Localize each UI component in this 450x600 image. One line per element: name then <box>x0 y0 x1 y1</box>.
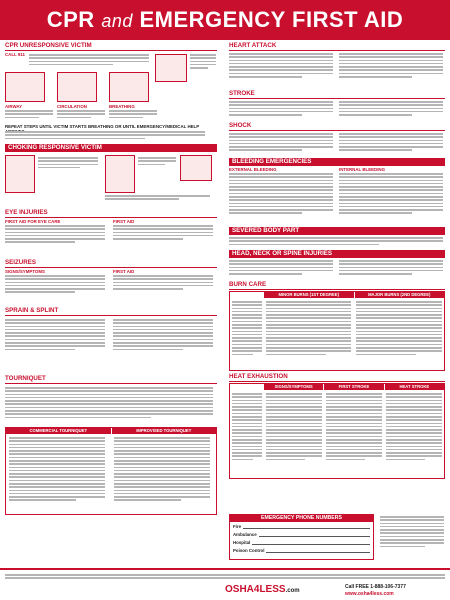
heart-attack-heading: HEART ATTACK <box>229 42 445 51</box>
choking-illustration-3 <box>180 155 212 181</box>
circulation-label: CIRCULATION <box>57 104 87 109</box>
circulation-illustration <box>57 72 97 102</box>
bleeding-heading: BLEEDING EMERGENCIES <box>229 158 445 166</box>
emergency-row-ambulance[interactable]: Ambulance <box>230 530 373 538</box>
cpr-sidebar-text <box>190 54 216 70</box>
tourniquet-table <box>5 427 217 515</box>
title-main: EMERGENCY FIRST AID <box>139 7 404 32</box>
breathing-illustration <box>109 72 149 102</box>
sprain-block <box>5 317 217 375</box>
emergency-numbers-title: EMERGENCY PHONE NUMBERS <box>230 515 373 522</box>
sprain-heading: SPRAIN & SPLINT <box>5 307 217 316</box>
emergency-row-hospital[interactable]: Hospital <box>230 538 373 546</box>
heat-col-3: HEAT STROKE <box>385 384 444 390</box>
minor-burns-header: MINOR BURNS (1ST DEGREE) <box>264 292 355 298</box>
left-column <box>5 42 217 515</box>
heat-exhaustion-heading: HEAT EXHAUSTION <box>229 373 445 382</box>
emergency-numbers-box <box>229 514 374 560</box>
eye-injuries-heading: EYE INJURIES <box>5 209 217 218</box>
seizures-first-aid-label: FIRST AID <box>113 269 135 274</box>
tourniquet-heading: TOURNIQUET <box>5 375 217 384</box>
call-911-label: CALL 911 <box>5 52 25 57</box>
seizures-signs-label: SIGNS/SYMPTOMS <box>5 269 45 274</box>
contact-phone: Call FREE 1-888-106-7377 <box>345 584 406 590</box>
emergency-row-poison[interactable]: Poison Control <box>230 546 373 554</box>
choking-illustration-2 <box>105 155 135 193</box>
cpr-intro-text <box>29 54 149 67</box>
burn-table <box>229 291 445 371</box>
severed-heading: SEVERED BODY PART <box>229 227 445 235</box>
external-bleeding-label: EXTERNAL BLEEDING <box>229 167 277 172</box>
contact-info <box>345 584 406 598</box>
disclaimer-text <box>5 574 445 581</box>
seizures-block <box>5 269 217 307</box>
cpr-block <box>5 52 217 144</box>
cpr-heading: CPR UNRESPONSIVE VICTIM <box>5 42 217 51</box>
eye-first-aid-left: FIRST AID FOR EYE CARE <box>5 219 61 224</box>
improvised-tourniquet-header: IMPROVISED TOURNIQUET <box>112 428 217 434</box>
internal-bleeding-label: INTERNAL BLEEDING <box>339 167 386 172</box>
footer <box>0 568 450 600</box>
emergency-row-fire[interactable]: Fire <box>230 522 373 530</box>
major-burns-header: MAJOR BURNS (2ND DEGREE) <box>355 292 445 298</box>
commercial-tourniquet-header: COMMERCIAL TOURNIQUET <box>6 428 112 434</box>
heat-table <box>229 383 445 479</box>
burn-care-heading: BURN CARE <box>229 281 445 290</box>
right-column <box>229 42 445 479</box>
eye-block <box>5 219 217 259</box>
heat-col-2: FIRST STROKE <box>324 384 384 390</box>
breathing-label: BREATHING <box>109 104 135 109</box>
choking-illustration-1 <box>5 155 35 193</box>
seizures-heading: SEIZURES <box>5 259 217 268</box>
shock-heading: SHOCK <box>229 122 445 131</box>
choking-heading: CHOKING RESPONSIVE VICTIM <box>5 144 217 152</box>
brand-logo: OSHA4LESS.com <box>225 584 300 595</box>
page-title <box>0 0 450 40</box>
title-and: and <box>101 11 133 31</box>
choking-block <box>5 153 217 209</box>
tourniquet-intro <box>5 385 217 427</box>
cpr-hands-illustration <box>155 54 187 82</box>
stroke-heading: STROKE <box>229 90 445 99</box>
airway-label: AIRWAY <box>5 104 23 109</box>
eye-first-aid-right: FIRST AID <box>113 219 135 224</box>
title-cpr: CPR <box>46 7 95 32</box>
heat-col-1: SIGNS/SYMPTOMS <box>264 384 324 390</box>
repeat-steps-text: REPEAT STEPS UNTIL VICTIM STARTS BREATHING OR UNTIL EMERGENCY/MEDICAL HELP <box>5 124 200 129</box>
head-neck-spine-heading: HEAD, NECK OR SPINE INJURIES <box>229 250 445 258</box>
emergency-side-note <box>380 514 444 560</box>
airway-illustration <box>5 72 45 102</box>
contact-url[interactable]: www.osha4less.com <box>345 591 394 597</box>
